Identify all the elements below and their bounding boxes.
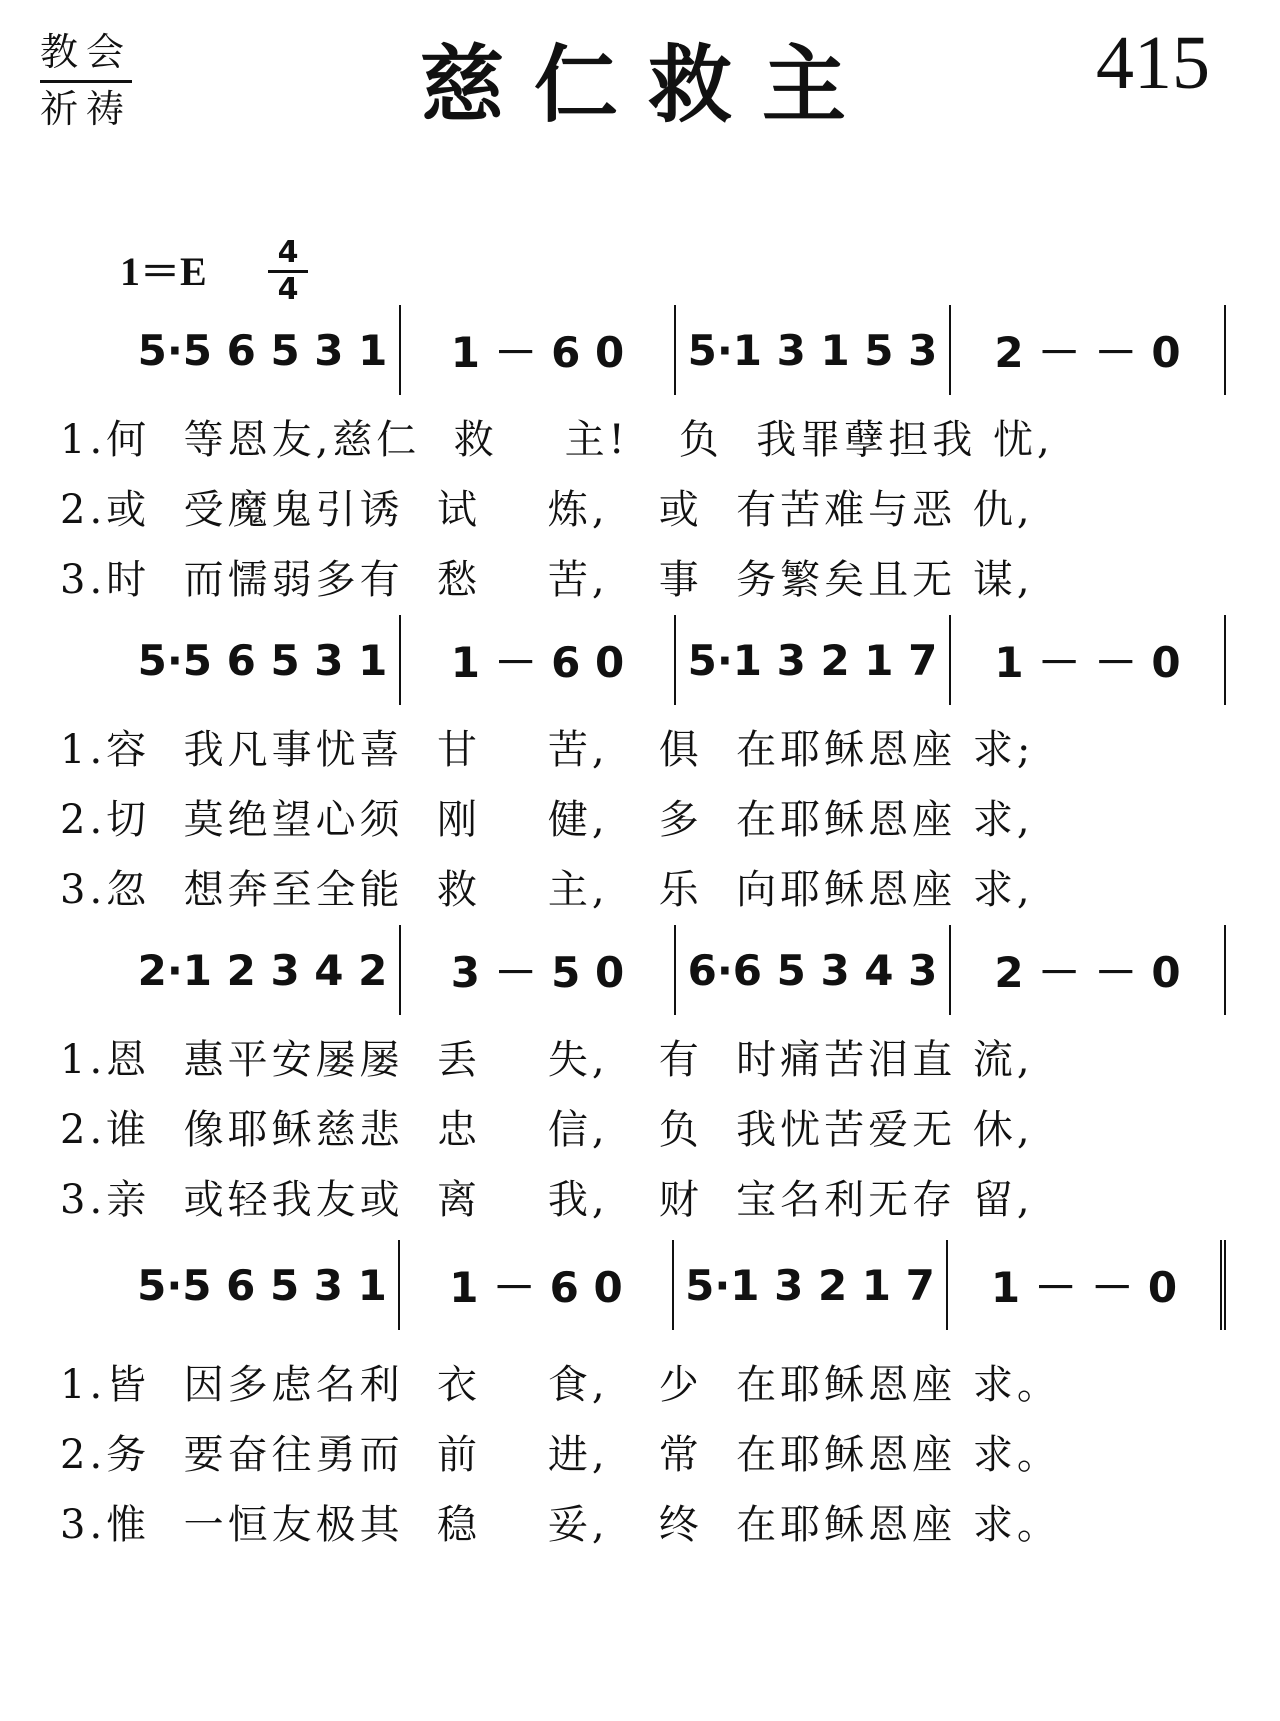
notes: 5·5 6 5 3 1 xyxy=(137,635,388,685)
measure xyxy=(126,615,401,705)
notes: 5·1 3 2 1 7 xyxy=(687,635,938,685)
measure xyxy=(951,925,1226,1015)
notes: 6·6 5 3 4 3 xyxy=(687,945,938,995)
lyrics-block xyxy=(60,405,1240,615)
lyric-verse-3: 3.惟 一恒友极其 稳 妥, 终 在耶稣恩座 求。 xyxy=(60,1502,1061,1548)
hymn-category xyxy=(40,26,150,135)
measure xyxy=(674,1240,948,1330)
measure xyxy=(676,305,951,395)
notes: 3 － 5 0 xyxy=(450,948,625,997)
notes: 1 － － 0 xyxy=(994,638,1181,687)
measure xyxy=(126,925,401,1015)
lyric-verse-2: 2.切 莫绝望心须 刚 健, 多 在耶稣恩座 求, xyxy=(60,797,1034,843)
lyric-verse-1: 1.皆 因多虑名利 衣 食, 少 在耶稣恩座 求。 xyxy=(60,1362,1061,1408)
measure xyxy=(401,305,676,395)
notes: 5·5 6 5 3 1 xyxy=(137,1260,387,1310)
measure xyxy=(676,925,951,1015)
lyric-verse-2: 2.或 受魔鬼引诱 试 炼, 或 有苦难与恶 仇, xyxy=(60,487,1034,533)
measure xyxy=(676,615,951,705)
notes: 5·1 3 1 5 3 xyxy=(687,325,938,375)
lyric-verse-3: 3.亲 或轻我友或 离 我, 财 宝名利无存 留, xyxy=(60,1177,1034,1223)
hymn-number: 415 xyxy=(1096,21,1210,105)
notes: 1 － 6 0 xyxy=(449,1263,623,1312)
time-signature-bottom: 4 xyxy=(277,272,299,307)
notes: 2·1 2 3 4 2 xyxy=(137,945,388,995)
lyrics-block xyxy=(60,1350,1240,1560)
lyric-verse-1: 1.恩 惠平安屡屡 丢 失, 有 时痛苦泪直 流, xyxy=(60,1037,1034,1083)
measure xyxy=(951,305,1226,395)
notes: 1 － － 0 xyxy=(990,1263,1178,1312)
staff-line xyxy=(126,925,1226,1015)
lyric-verse-3: 3.时 而懦弱多有 愁 苦, 事 务繁矣且无 谋, xyxy=(60,557,1034,603)
lyric-verse-2: 2.务 要奋往勇而 前 进, 常 在耶稣恩座 求。 xyxy=(60,1432,1061,1478)
category-line-1: 教会 xyxy=(40,26,132,83)
hymn-title: 慈仁救主 xyxy=(420,36,877,134)
lyrics-block xyxy=(60,1025,1240,1235)
lyric-verse-1: 1.容 我凡事忧喜 甘 苦, 俱 在耶稣恩座 求; xyxy=(60,727,1035,773)
measure-final xyxy=(948,1240,1226,1330)
notes: 1 － 6 0 xyxy=(450,328,625,377)
notes: 2 － － 0 xyxy=(994,328,1181,377)
time-signature-top: 4 xyxy=(268,236,308,273)
staff-line xyxy=(126,305,1226,395)
category-line-2: 祈祷 xyxy=(40,87,133,131)
measure xyxy=(401,615,676,705)
time-signature xyxy=(268,236,308,307)
notes: 2 － － 0 xyxy=(994,948,1181,997)
measure xyxy=(400,1240,674,1330)
lyric-verse-2: 2.谁 像耶稣慈悲 忠 信, 负 我忧苦爱无 休, xyxy=(60,1107,1034,1153)
measure xyxy=(401,925,676,1015)
staff-line xyxy=(126,615,1226,705)
lyric-verse-1: 1.何 等恩友,慈仁 救 主! 负 我罪孽担我 忧, xyxy=(60,417,1054,463)
staff-line xyxy=(126,1240,1226,1330)
measure xyxy=(951,615,1226,705)
notes: 5·5 6 5 3 1 xyxy=(137,325,388,375)
key-signature: 1＝E xyxy=(120,249,207,294)
notes: 5·1 3 2 1 7 xyxy=(685,1260,935,1310)
notes: 1 － 6 0 xyxy=(450,638,625,687)
measure xyxy=(126,1240,400,1330)
lyric-verse-3: 3.忽 想奔至全能 救 主, 乐 向耶稣恩座 求, xyxy=(60,867,1034,913)
measure xyxy=(126,305,401,395)
lyrics-block xyxy=(60,715,1240,925)
